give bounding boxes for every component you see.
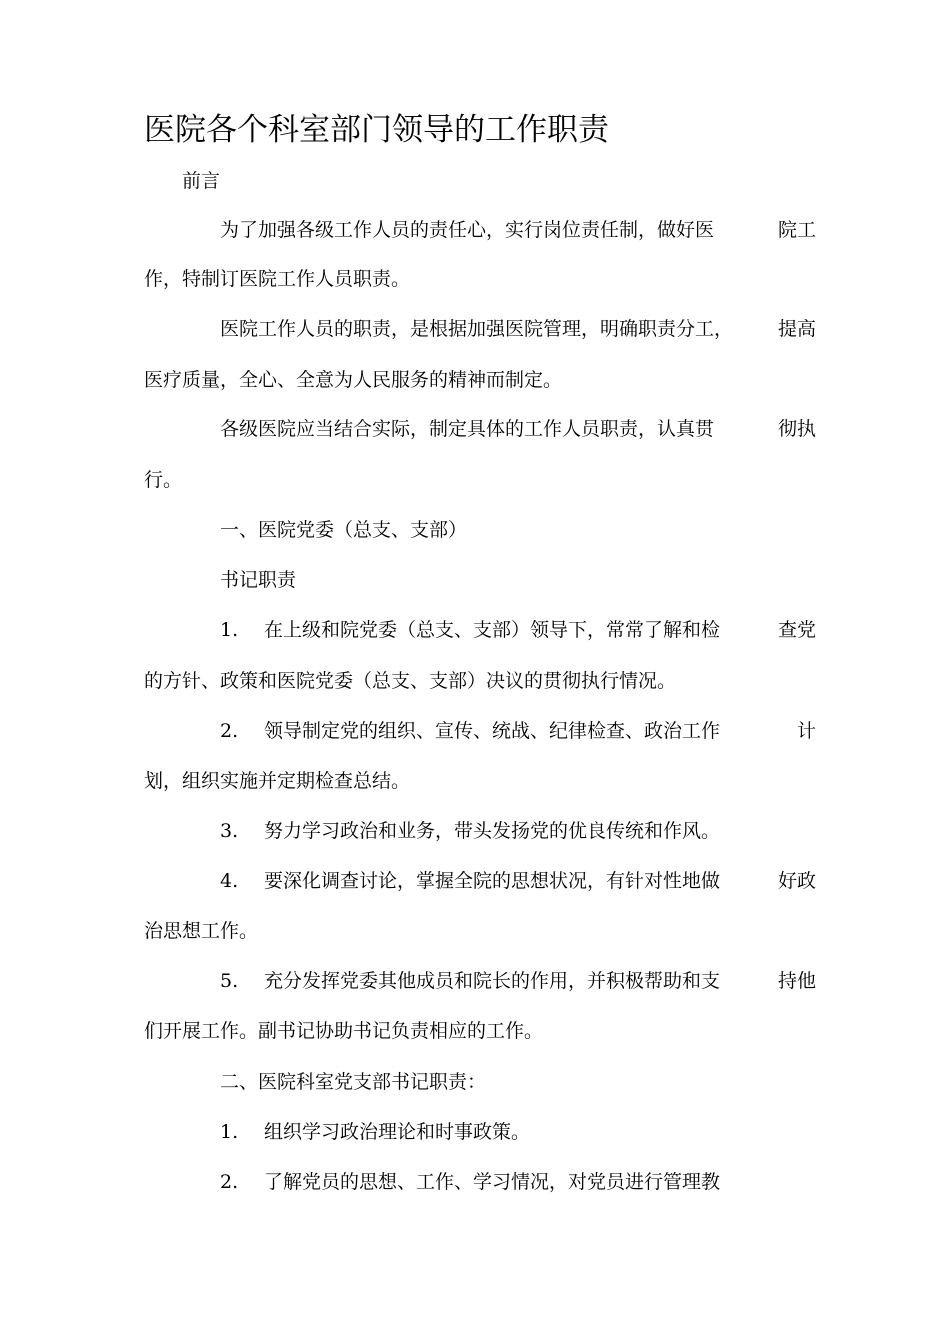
section-1-item-1-line-1 <box>220 617 816 643</box>
paragraph-1-line-1 <box>220 217 816 243</box>
section-1-item-4-line-2: 治思想工作。 <box>144 920 259 942</box>
section-1-item-5-line-2: 们开展工作。副书记协助书记负责相应的工作。 <box>144 1020 544 1042</box>
paragraph-3-text-a: 各级医院应当结合实际，制定具体的工作人员职责，认真贯 <box>220 418 715 440</box>
item-text-b: 好政 <box>777 870 816 892</box>
paragraph-3-line-2: 行。 <box>144 469 183 491</box>
section-1-heading: 一、医院党委（总支、支部） <box>220 519 468 541</box>
paragraph-2-text-a: 医院工作人员的职责，是根据加强医院管理，明确职责分工， <box>220 318 734 340</box>
item-number: 4. <box>220 870 239 892</box>
item-text-b: 查党 <box>777 619 816 641</box>
section-2-item-2 <box>220 1169 720 1195</box>
foreword-heading: 前言 <box>182 170 221 192</box>
item-number: 3. <box>220 820 239 842</box>
paragraph-3-line-1 <box>220 416 816 442</box>
paragraph-3-text-b: 彻执 <box>777 418 816 440</box>
paragraph-2-line-1 <box>220 316 816 342</box>
paragraph-1-text-a: 为了加强各级工作人员的责任心，实行岗位责任制，做好医 <box>220 219 715 241</box>
section-1-subheading: 书记职责 <box>220 569 297 591</box>
document-title: 医院各个科室部门领导的工作职责 <box>144 112 609 148</box>
section-2-heading: 二、医院科室党支部书记职责： <box>220 1071 487 1093</box>
section-1-item-3-line-1 <box>220 818 720 844</box>
item-number: 1. <box>220 1121 239 1143</box>
section-1-item-2-line-2: 划，组织实施并定期检查总结。 <box>144 770 411 792</box>
section-2-item-1 <box>220 1119 530 1145</box>
item-text-a: 2. 领导制定党的组织、宣传、统战、纪律检查、政治工作 <box>220 720 721 742</box>
item-number: 2. <box>220 720 239 742</box>
section-1-item-5-line-1 <box>220 968 816 994</box>
item-text-a: 1. 在上级和院党委（总支、支部）领导下，常常了解和检 <box>220 619 721 641</box>
section-1-item-2-line-1 <box>220 718 816 744</box>
paragraph-1-line-2: 作，特制订医院工作人员职责。 <box>144 268 411 290</box>
paragraph-2-text-b: 提高 <box>777 318 816 340</box>
paragraph-1-text-b: 院工 <box>777 219 816 241</box>
section-1-item-4-line-1 <box>220 868 816 894</box>
section-1-item-1-line-2: 的方针、政策和医院党委（总支、支部）决议的贯彻执行情况。 <box>144 670 677 692</box>
item-text-a: 4. 要深化调查讨论，掌握全院的思想状况，有针对性地做 <box>220 870 721 892</box>
item-text-b: 计 <box>796 720 816 742</box>
item-text: 了解党员的思想、工作、学习情况，对党员进行管理教 <box>264 1171 721 1193</box>
item-number: 2. <box>220 1171 239 1193</box>
item-text: 组织学习政治理论和时事政策。 <box>264 1121 531 1143</box>
item-number: 1. <box>220 619 239 641</box>
paragraph-2-line-2: 医疗质量，全心、全意为人民服务的精神而制定。 <box>144 369 563 391</box>
item-number: 5. <box>220 970 239 992</box>
item-text-a: 5. 充分发挥党委其他成员和院长的作用，并积极帮助和支 <box>220 970 721 992</box>
item-text: 努力学习政治和业务，带头发扬党的优良传统和作风。 <box>264 820 721 842</box>
item-text-b: 持他 <box>777 970 816 992</box>
